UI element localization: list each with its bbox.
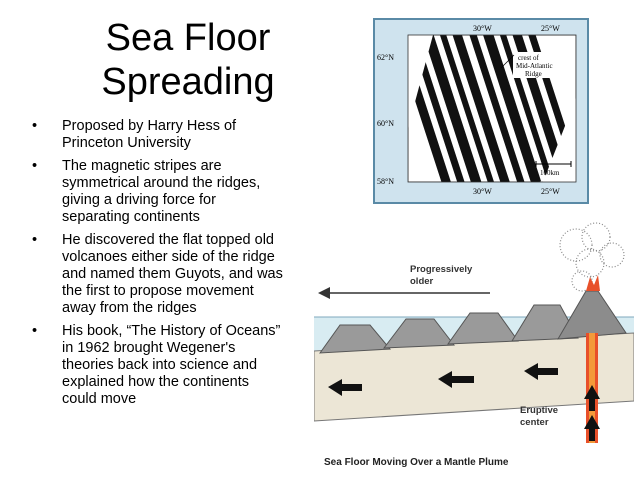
title-line-1: Sea Floor bbox=[105, 17, 271, 59]
title-line-2: Spreading bbox=[101, 61, 275, 103]
scale-label: 100km bbox=[540, 169, 560, 177]
bullet-item bbox=[32, 323, 322, 408]
slide-title bbox=[70, 16, 306, 104]
lon-top-left: 30°W bbox=[473, 24, 492, 33]
active-volcano bbox=[558, 291, 626, 339]
lava-plume-top bbox=[586, 275, 600, 291]
ash-puff bbox=[582, 223, 610, 251]
lon-top-right: 25°W bbox=[541, 24, 560, 33]
ridge-label-2: Mid-Atlantic bbox=[516, 62, 553, 70]
magnetic-stripe-map bbox=[373, 18, 589, 204]
bullet-item bbox=[32, 232, 322, 317]
ridge-label-3: Ridge bbox=[525, 70, 542, 78]
ridge-label-1: crest of bbox=[518, 54, 539, 62]
bullet-marker: • bbox=[32, 323, 38, 339]
lat-60: 60°N bbox=[377, 119, 394, 128]
mantle-plume-diagram bbox=[314, 215, 634, 473]
eruptive-label-1: Eruptive bbox=[520, 405, 559, 416]
bullet-text: Proposed by Harry Hess of Princeton University bbox=[62, 118, 237, 151]
arrow-label-2: older bbox=[410, 276, 434, 287]
bullet-text: His book, “The History of Oceans” in 1962 brought Wegener's theories back into science and explained how the continents could move bbox=[62, 323, 281, 407]
bullet-item bbox=[32, 158, 322, 226]
lat-58: 58°N bbox=[377, 177, 394, 186]
bullet-marker: • bbox=[32, 158, 38, 174]
eruptive-label-2: center bbox=[520, 417, 549, 428]
lon-bottom-right: 25°W bbox=[541, 187, 560, 196]
ash-cloud bbox=[560, 223, 624, 291]
diagram-caption: Sea Floor Moving Over a Mantle Plume bbox=[324, 457, 509, 468]
lon-bottom-left: 30°W bbox=[473, 187, 492, 196]
bullet-text: He discovered the flat topped old volcanoes either side of the ridge and named them Guyots, and was the first to propose movement away from the ridges bbox=[62, 232, 283, 316]
arrow-label-1: Progressively bbox=[410, 264, 473, 275]
bullet-item bbox=[32, 118, 322, 152]
bullet-marker: • bbox=[32, 232, 38, 248]
older-arrow-head bbox=[318, 287, 330, 299]
bullet-text: The magnetic stripes are symmetrical around the ridges, giving a driving force for separating continents bbox=[62, 158, 261, 225]
ash-puff bbox=[560, 229, 592, 261]
bullet-marker: • bbox=[32, 118, 38, 134]
lat-62: 62°N bbox=[377, 53, 394, 62]
bullet-list bbox=[32, 118, 322, 414]
